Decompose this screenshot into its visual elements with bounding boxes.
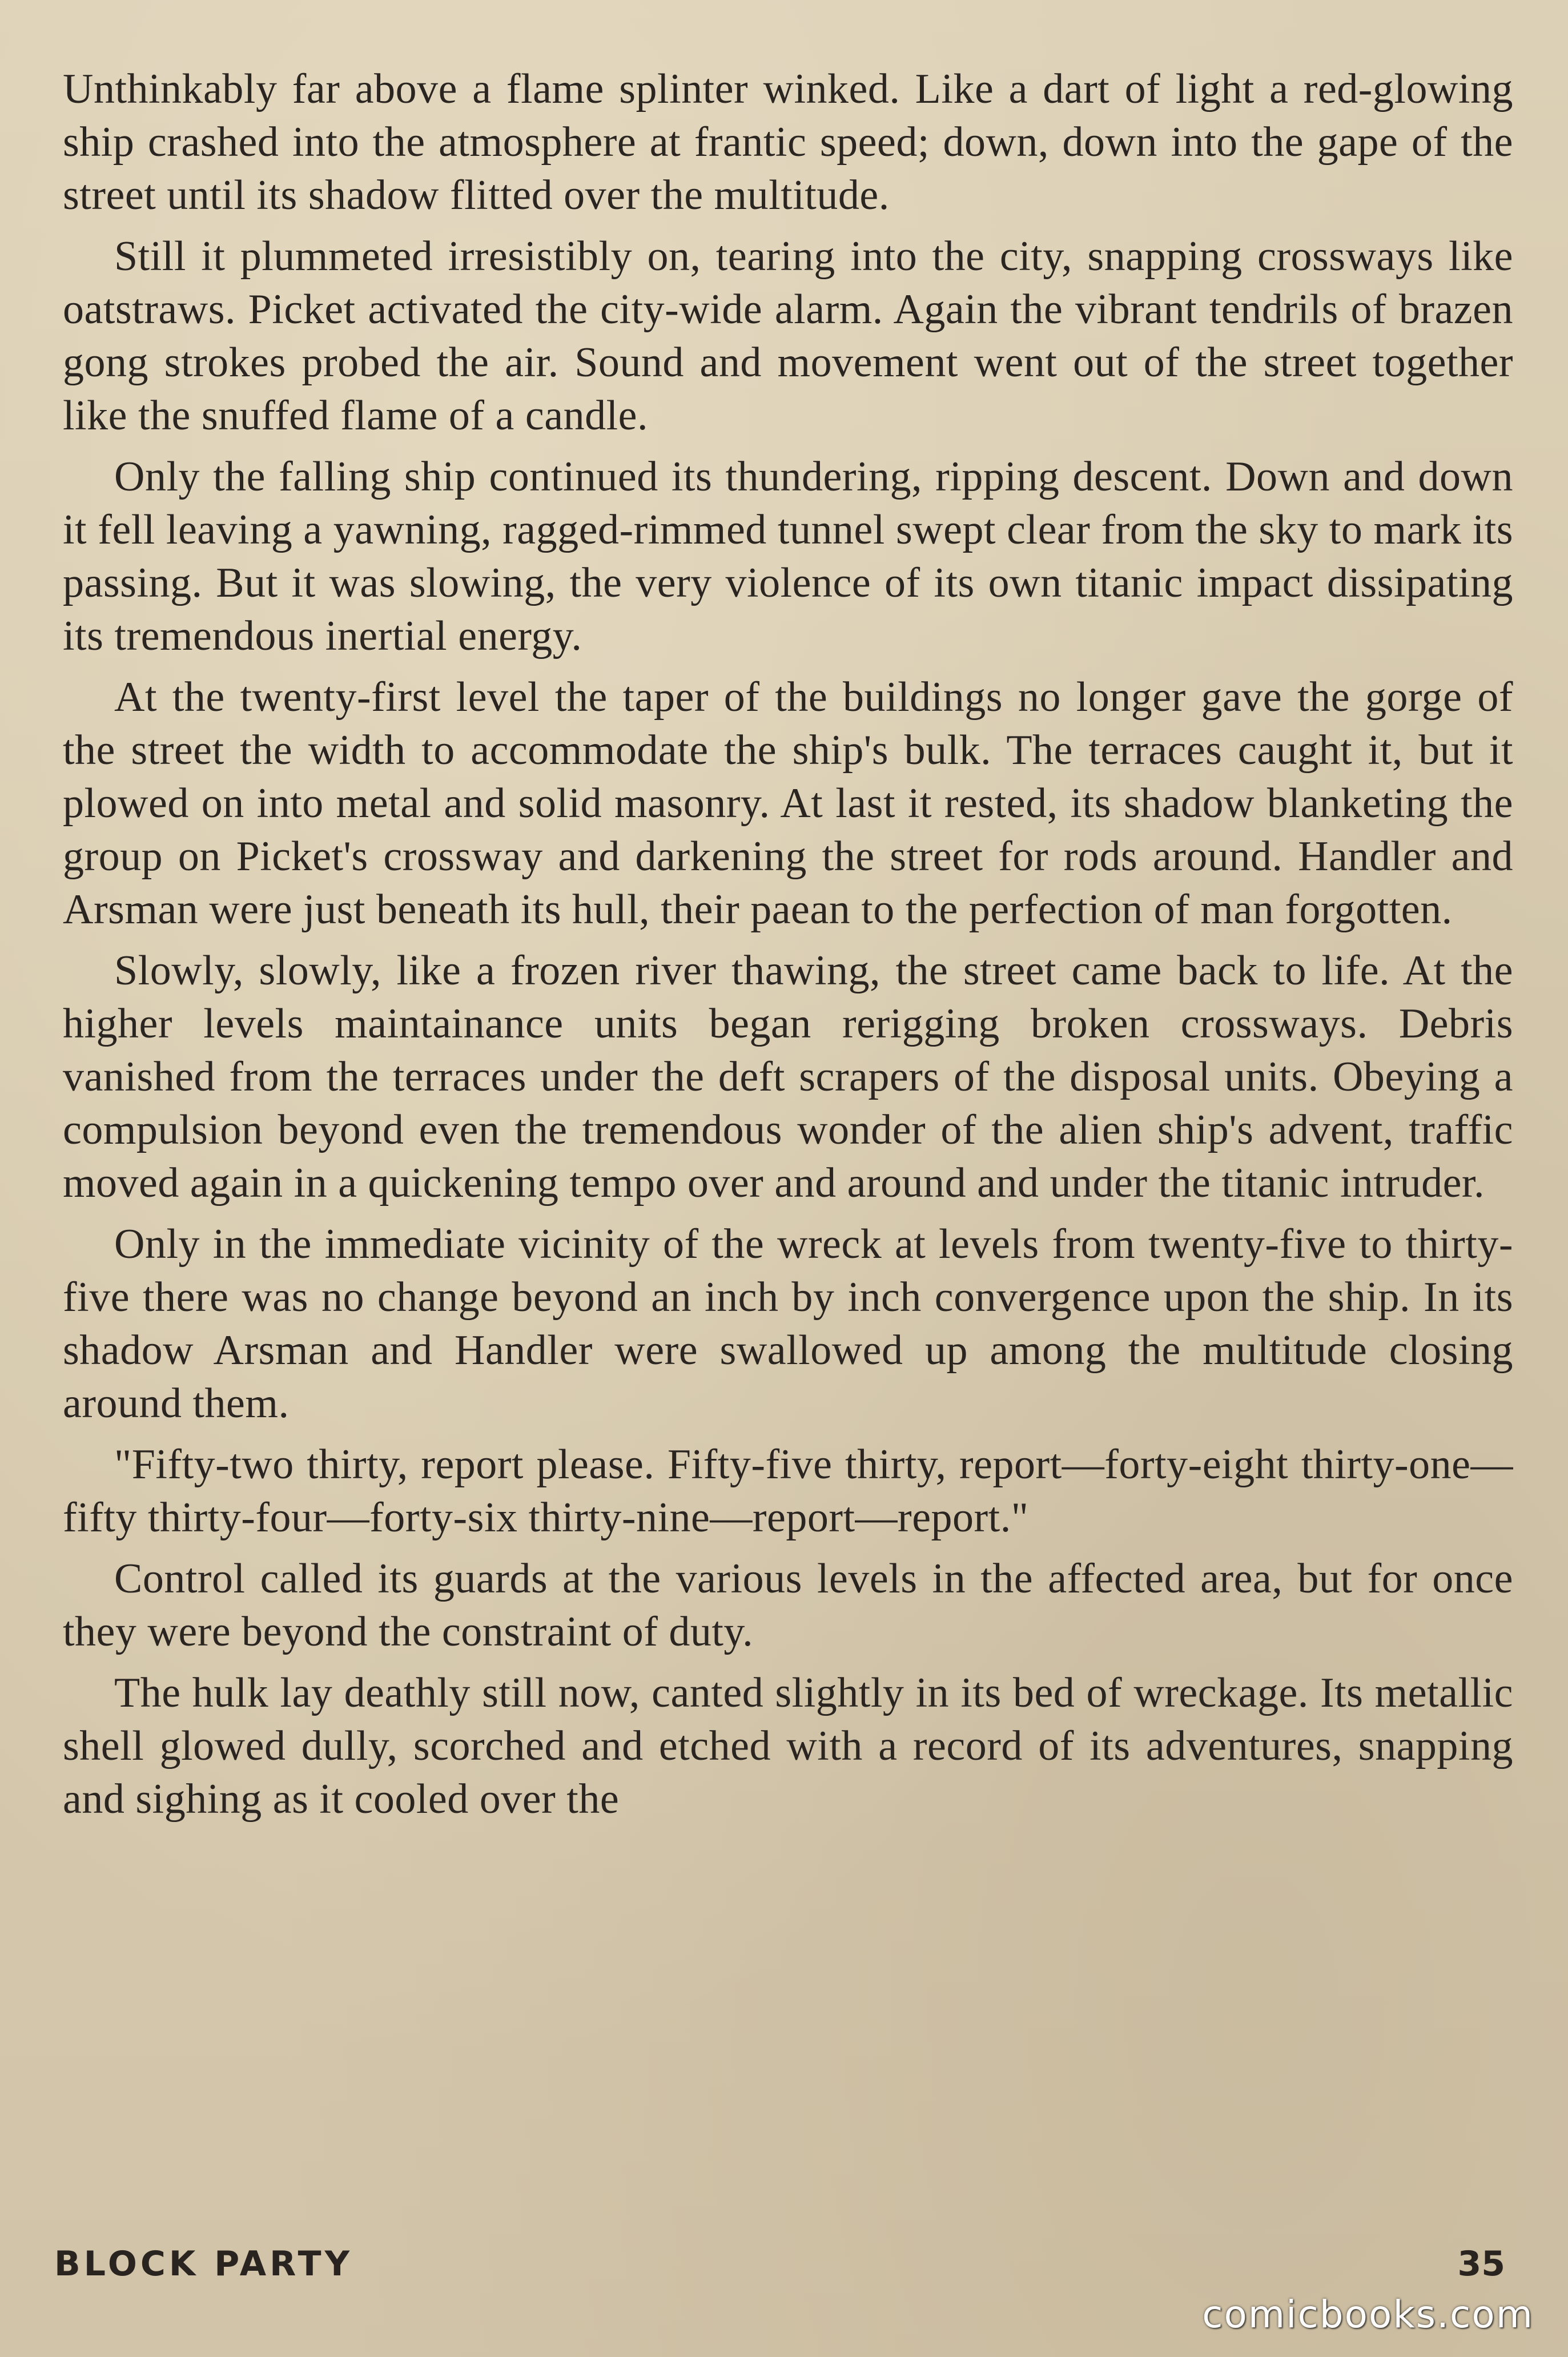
- page-number: 35: [1457, 2244, 1505, 2284]
- watermark-text: comicbooks.com: [1202, 2292, 1534, 2336]
- article-body: [63, 63, 1513, 1834]
- paragraph: Only the falling ship continued its thundering, ripping descent. Down and down it fell leaving a yawning, ragged-rimmed tunnel swept clear from the sky to mark its passing. But it was slowing, the very violence of its own titanic impact dissipating its tremendous inertial energy.: [63, 453, 1513, 659]
- paragraph: At the twenty-first level the taper of the buildings no longer gave the gorge of the street the width to accommodate the ship's bulk. The terraces caught it, but it plowed on into metal and solid masonry. At last it rested, its shadow blanketing the group on Picket's crossway and darkening the street for rods around. Handler and Arsman were just beneath its hull, their paean to the perfection of man forgotten.: [63, 674, 1513, 933]
- page-footer: [54, 2244, 1505, 2290]
- paragraph: Unthinkably far above a flame splinter winked. Like a dart of light a red-glowing ship crashed into the atmosphere at frantic speed; down, down into the gape of the street until its shadow flitted over the multitude.: [63, 66, 1513, 219]
- paragraph: "Fifty-two thirty, report please. Fifty-five thirty, report—forty-eight thirty-one—fifty thirty-four—forty-six thirty-nine—report—report.": [63, 1441, 1513, 1541]
- paragraph: Still it plummeted irresistibly on, tearing into the city, snapping crossways like oatstraws. Picket activated the city-wide alarm. Again the vibrant tendrils of brazen gong strokes probed the air. Sound and movement went out of the street together like the snuffed flame of a candle.: [63, 233, 1513, 439]
- paragraph: Only in the immediate vicinity of the wreck at levels from twenty-five to thirty-five there was no change beyond an inch by inch convergence upon the ship. In its shadow Arsman and Handler were swallowed up among the multitude closing around them.: [63, 1221, 1513, 1427]
- paragraph: Control called its guards at the various levels in the affected area, but for once they were beyond the constraint of duty.: [63, 1555, 1513, 1655]
- running-title: BLOCK PARTY: [54, 2244, 353, 2284]
- paragraph: Slowly, slowly, like a frozen river thawing, the street came back to life. At the higher levels maintainance units began rerigging broken crossways. Debris vanished from the terraces under the deft scrapers of the disposal units. Obeying a compulsion beyond even the tremendous wonder of the alien ship's advent, traffic moved again in a quickening tempo over and around and under the titanic intruder.: [63, 947, 1513, 1206]
- paragraph: The hulk lay deathly still now, canted slightly in its bed of wreckage. Its metallic shell glowed dully, scorched and etched with a record of its adventures, snapping and sighing as it cooled over the: [63, 1670, 1513, 1823]
